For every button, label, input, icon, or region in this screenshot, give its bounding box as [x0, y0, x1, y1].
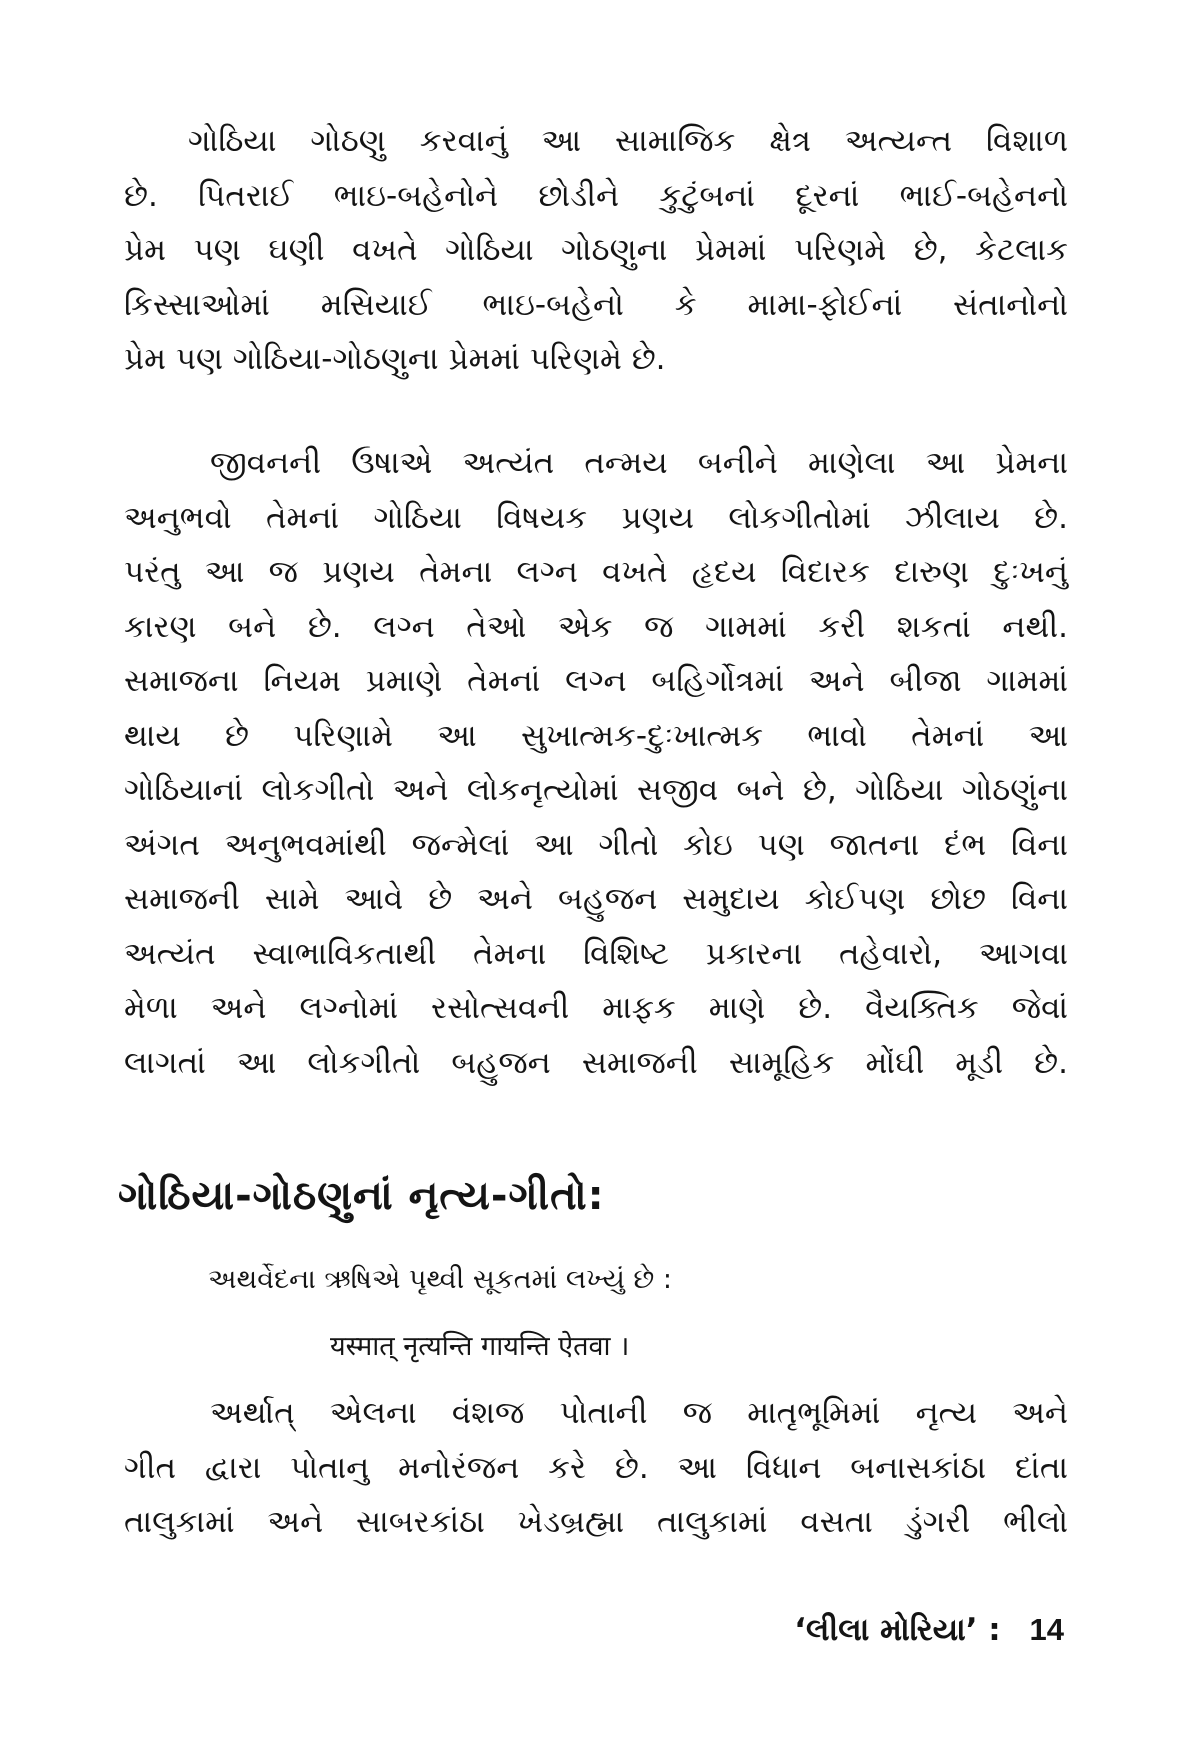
page-footer [794, 1612, 1064, 1649]
text-line: અર્થાત્ એલના વંશજ પોતાની જ માતૃભૂમિમાં નૃત્ય અને [210, 1395, 1068, 1431]
paragraph-2 [124, 436, 1068, 1090]
paragraph-3 [124, 1386, 1068, 1550]
text-line: અનુભવો તેમનાં ગોઠિયા વિષયક પ્રણય લોકગીતોમાં ઝીલાય છે. [124, 499, 1068, 536]
quote-intro: અથર્વેદના ઋષિએ પૃથ્વી સૂકતમાં લખ્યું છે : [208, 1264, 672, 1295]
text-line: પ્રેમ પણ ગોઠિયા-ગોઠણુના પ્રેમમાં પરિણમે છે. [124, 341, 666, 377]
footer-title: ‘લીલા મોરિયા’ : [794, 1612, 1001, 1648]
page-number: 14 [1029, 1612, 1064, 1647]
text-line: અત્યંત સ્વાભાવિકતાથી તેમના વિશિષ્ટ પ્રકારના તહેવારો, આગવા [124, 935, 1068, 972]
text-line: તાલુકામાં અને સાબરકાંઠા ખેડબ્રહ્મા તાલુકામાં વસતા ડુંગરી ભીલો [124, 1504, 1068, 1540]
text-line: કારણ બને છે. લગ્ન તેઓ એક જ ગામમાં કરી શકતાં નથી. [124, 608, 1068, 645]
text-line: પરંતુ આ જ પ્રણય તેમના લગ્ન વખતે હૃદય વિદારક દારુણ દુઃખનું [124, 554, 1068, 590]
sanskrit-verse: यस्मात् नृत्यन्ति गायन्ति ऐतवा । [330, 1331, 630, 1362]
text-line: જીવનની ઉષાએ અત્યંત તન્મય બનીને માણેલા આ પ્રેમના [210, 445, 1068, 481]
text-line: અંગત અનુભવમાંથી જન્મેલાં આ ગીતો કોઇ પણ જાતના દંભ વિના [124, 826, 1068, 863]
text-line: થાય છે પરિણામે આ સુખાત્મક-દુઃખાત્મક ભાવો તેમનાં આ [124, 717, 1068, 754]
section-heading: ગોઠિયા-ગોઠણુનાં નૃત્ય-ગીતો: [118, 1173, 605, 1219]
text-line: ગોઠિયા ગોઠણુ કરવાનું આ સામાજિક ક્ષેત્ર અત્યન્ત વિશાળ [188, 123, 1068, 159]
text-line: ગીત દ્વારા પોતાનુ મનોરંજન કરે છે. આ વિધાન બનાસકાંઠા દાંતા [124, 1449, 1068, 1486]
text-line: પ્રેમ પણ ઘણી વખતે ગોઠિયા ગોઠણુના પ્રેમમાં પરિણમે છે, કેટલાક [124, 232, 1068, 268]
text-line: કિસ્સાઓમાં મસિયાઈ ભાઇ-બહેનો કે મામા-ફોઈનાં સંતાનોનો [124, 286, 1068, 323]
text-line: લાગતાં આ લોકગીતો બહુજન સમાજની સામૂહિક મોંઘી મૂડી છે. [124, 1044, 1068, 1081]
text-line: મેળા અને લગ્નોમાં રસોત્સવની માફક માણે છે. વૈયક્તિક જેવાં [124, 990, 1068, 1026]
text-line: સમાજના નિયમ પ્રમાણે તેમનાં લગ્ન બહિર્ગોત્રમાં અને બીજા ગામમાં [124, 663, 1068, 699]
paragraph-1 [124, 114, 1068, 387]
text-line: છે. પિતરાઈ ભાઇ-બહેનોને છોડીને કુટુંબનાં દૂરનાં ભાઈ-બહેનનો [124, 177, 1068, 214]
text-line: સમાજની સામે આવે છે અને બહુજન સમુદાય કોઈપણ છોછ વિના [124, 881, 1068, 917]
text-line: ગોઠિયાનાં લોકગીતો અને લોકનૃત્યોમાં સજીવ બને છે, ગોઠિયા ગોઠણુંના [124, 772, 1068, 808]
